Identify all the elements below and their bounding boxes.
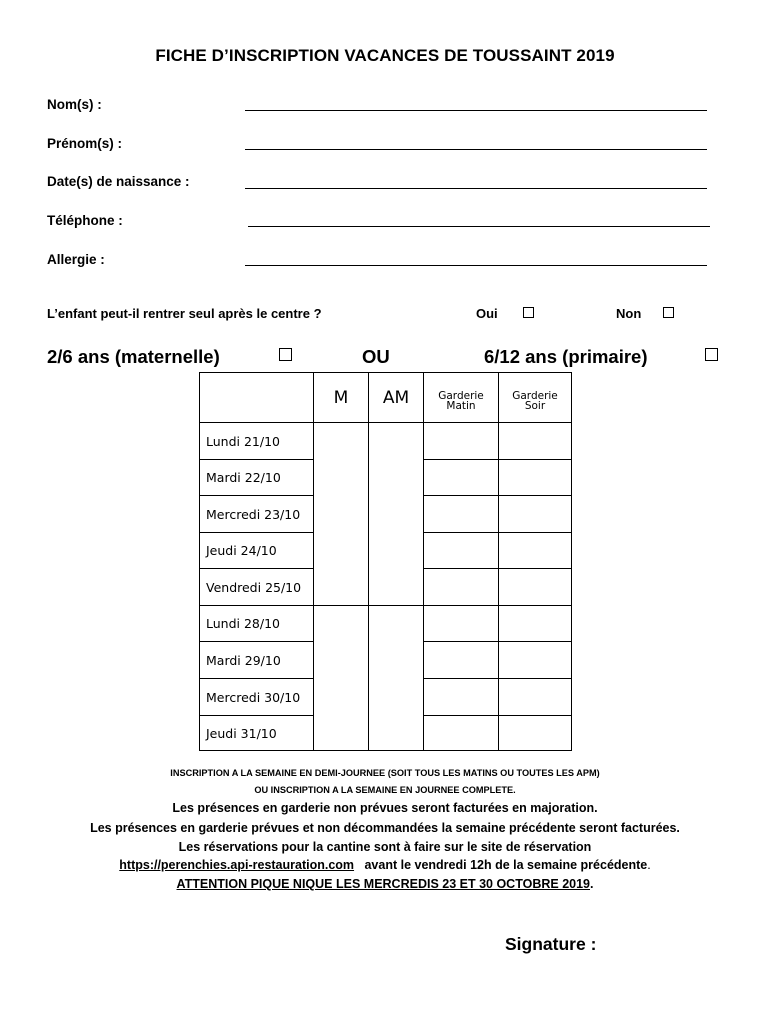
header-am: AM	[369, 373, 424, 423]
naissance-line[interactable]	[245, 188, 707, 189]
day-cell: Mardi 29/10	[200, 642, 314, 679]
nom-line[interactable]	[245, 110, 707, 111]
note-facturees: Les présences en garderie prévues et non décommandées la semaine précédente seront facturées.	[90, 821, 680, 835]
telephone-label: Téléphone :	[47, 213, 123, 228]
table-row	[200, 606, 572, 642]
garderie-matin-cell[interactable]	[424, 606, 499, 642]
schedule-table	[199, 372, 572, 751]
attention-pique-nique: ATTENTION PIQUE NIQUE LES MERCREDIS 23 ET 30 OCTOBRE 2019	[176, 877, 591, 891]
day-cell: Mardi 22/10	[200, 460, 314, 496]
day-cell: Mercredi 30/10	[200, 679, 314, 716]
day-cell: Mercredi 23/10	[200, 496, 314, 533]
garderie-matin-cell[interactable]	[424, 460, 499, 496]
prenom-line[interactable]	[245, 149, 707, 150]
header-garderie-soir-line1: Garderie	[512, 390, 558, 402]
garderie-matin-cell[interactable]	[424, 642, 499, 679]
primaire-checkbox[interactable]	[705, 348, 718, 361]
telephone-line[interactable]	[248, 226, 710, 227]
week1-m-cell[interactable]	[314, 423, 369, 606]
oui-label: Oui	[476, 306, 498, 321]
garderie-soir-cell[interactable]	[499, 679, 572, 716]
garderie-matin-cell[interactable]	[424, 496, 499, 533]
nom-label: Nom(s) :	[47, 97, 102, 112]
week2-m-cell[interactable]	[314, 606, 369, 751]
day-cell: Lundi 21/10	[200, 423, 314, 460]
form-title: FICHE D’INSCRIPTION VACANCES DE TOUSSAINT 2019	[155, 46, 615, 65]
question-text: L’enfant peut-il rentrer seul après le centre ?	[47, 306, 322, 321]
table-header-row	[200, 373, 572, 423]
naissance-label: Date(s) de naissance :	[47, 174, 190, 189]
reservation-link[interactable]: https://perenchies.api-restauration.com	[119, 858, 355, 872]
header-garderie-soir	[499, 373, 572, 423]
signature-label: Signature :	[505, 934, 597, 954]
non-checkbox[interactable]	[663, 307, 674, 318]
header-garderie-matin-line1: Garderie	[438, 390, 484, 402]
note-url-line: https://perenchies.api-restauration.com avant le vendredi 12h de la semaine précédente.	[119, 858, 651, 872]
oui-checkbox[interactable]	[523, 307, 534, 318]
header-garderie-matin-line2: Matin	[446, 400, 476, 412]
garderie-soir-cell[interactable]	[499, 569, 572, 606]
note-journee-complete: OU INSCRIPTION A LA SEMAINE EN JOURNEE COMPLETE.	[254, 785, 516, 795]
week2-am-cell[interactable]	[369, 606, 424, 751]
garderie-soir-cell[interactable]	[499, 642, 572, 679]
maternelle-label: 2/6 ans (maternelle)	[47, 346, 220, 367]
note-attention-line: ATTENTION PIQUE NIQUE LES MERCREDIS 23 ET 30 OCTOBRE 2019.	[176, 877, 594, 891]
week1-am-cell[interactable]	[369, 423, 424, 606]
garderie-matin-cell[interactable]	[424, 569, 499, 606]
day-cell: Vendredi 25/10	[200, 569, 314, 606]
header-m: M	[314, 373, 369, 423]
maternelle-checkbox[interactable]	[279, 348, 292, 361]
ou-label: OU	[362, 346, 390, 367]
non-label: Non	[616, 306, 642, 321]
header-empty-cell	[200, 373, 314, 423]
garderie-soir-cell[interactable]	[499, 606, 572, 642]
garderie-soir-cell[interactable]	[499, 716, 572, 751]
garderie-matin-cell[interactable]	[424, 423, 499, 460]
note-reservations: Les réservations pour la cantine sont à faire sur le site de réservation	[178, 840, 592, 854]
primaire-label: 6/12 ans (primaire)	[484, 346, 648, 367]
garderie-matin-cell[interactable]	[424, 716, 499, 751]
prenom-label: Prénom(s) :	[47, 136, 123, 151]
garderie-soir-cell[interactable]	[499, 460, 572, 496]
day-cell: Lundi 28/10	[200, 606, 314, 642]
table-row	[200, 423, 572, 460]
header-garderie-soir-line2: Soir	[524, 400, 546, 412]
garderie-soir-cell[interactable]	[499, 423, 572, 460]
note-majoration: Les présences en garderie non prévues seront facturées en majoration.	[172, 801, 598, 815]
allergie-label: Allergie :	[47, 252, 105, 267]
day-cell: Jeudi 31/10	[200, 716, 314, 751]
garderie-matin-cell[interactable]	[424, 533, 499, 569]
garderie-matin-cell[interactable]	[424, 679, 499, 716]
day-cell: Jeudi 24/10	[200, 533, 314, 569]
garderie-soir-cell[interactable]	[499, 496, 572, 533]
note-demi-journee: INSCRIPTION A LA SEMAINE EN DEMI-JOURNEE (SOIT TOUS LES MATINS OU TOUTES LES APM)	[170, 768, 600, 778]
allergie-line[interactable]	[245, 265, 707, 266]
note-deadline: avant le vendredi 12h de la semaine précédente	[364, 858, 648, 872]
garderie-soir-cell[interactable]	[499, 533, 572, 569]
header-garderie-matin	[424, 373, 499, 423]
